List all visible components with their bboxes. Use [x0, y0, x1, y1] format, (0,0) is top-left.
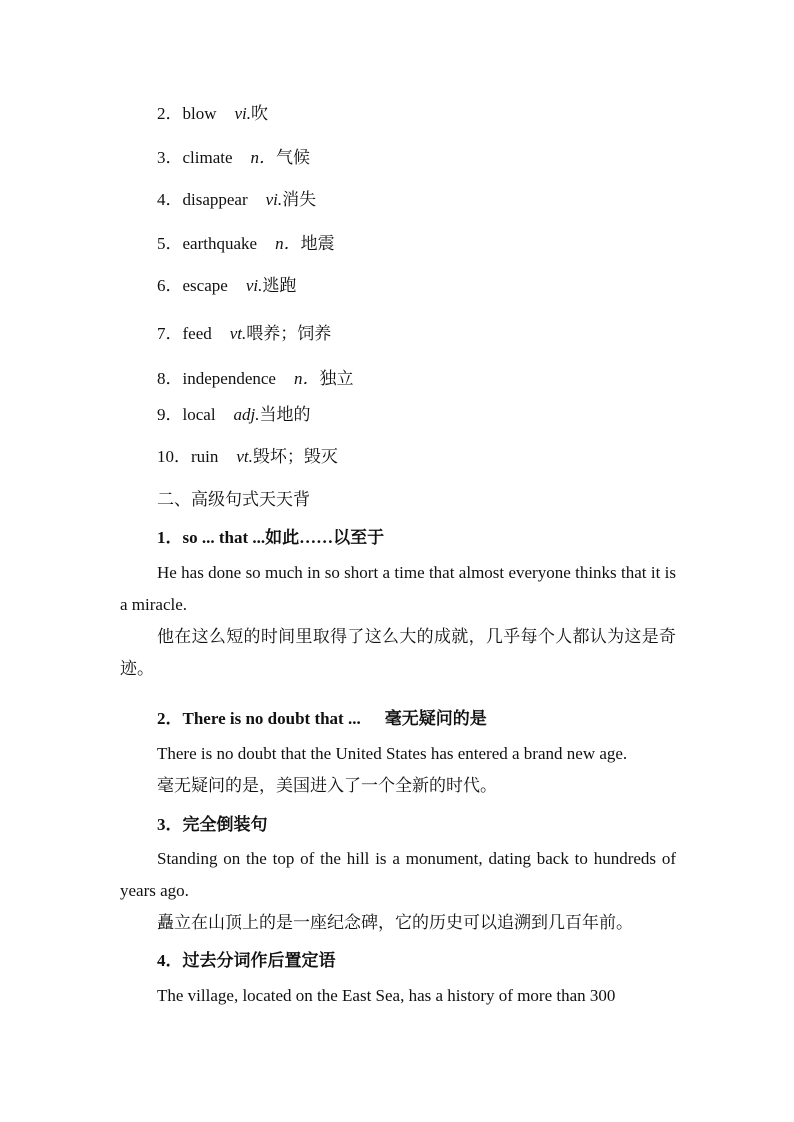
vocab-item — [157, 447, 338, 467]
vocab-pos: vi. — [234, 104, 252, 123]
example-english: The village, located on the East Sea, has a history of more than 300 — [157, 986, 616, 1005]
pattern-number: 1． — [157, 528, 183, 547]
example-english: Standing on the top of the hill is a monument, dating back to hundreds of years ago. — [120, 849, 676, 900]
vocab-item — [157, 369, 353, 389]
vocab-item — [157, 148, 310, 168]
vocab-number: 4． — [157, 190, 183, 209]
pattern-number: 3． — [157, 815, 183, 834]
section-title: 二、高级句式天天背 — [157, 490, 310, 509]
vocab-word: climate — [182, 148, 233, 167]
example-chinese: 他在这么短的时间里取得了这么大的成就，几乎每个人都认为这是奇迹。 — [120, 627, 676, 678]
vocab-number: 8． — [157, 369, 183, 388]
vocab-word: blow — [182, 104, 217, 123]
vocab-item — [157, 104, 268, 124]
vocab-item — [157, 324, 331, 344]
pattern-english: so ... that ... — [182, 528, 266, 547]
example-chinese: 毫无疑问的是，美国进入了一个全新的时代。 — [157, 776, 497, 795]
vocab-number: 7． — [157, 324, 183, 343]
vocab-pos: vt. — [229, 324, 247, 343]
pattern-heading — [157, 709, 487, 729]
vocab-meaning: 消失 — [282, 190, 317, 209]
pattern-heading — [157, 815, 268, 835]
vocab-pos: vi. — [265, 190, 283, 209]
vocab-word: earthquake — [182, 234, 258, 253]
pattern-number: 4． — [157, 951, 183, 970]
example-english: He has done so much in so short a time that almost everyone thinks that it is a miracle. — [120, 563, 676, 614]
vocab-meaning: 喂养；饲养 — [246, 324, 332, 343]
vocab-word: ruin — [191, 447, 219, 466]
pattern-chinese: 过去分词作后置定语 — [182, 951, 336, 970]
pattern-chinese: 毫无疑问的是 — [384, 709, 487, 728]
vocab-meaning: 吹 — [251, 104, 269, 123]
vocab-item — [157, 405, 311, 425]
example-chinese: 矗立在山顶上的是一座纪念碑，它的历史可以追溯到几百年前。 — [157, 913, 633, 932]
vocab-number: 6． — [157, 276, 183, 295]
vocab-number: 5． — [157, 234, 183, 253]
vocab-item — [157, 190, 316, 210]
vocab-pos: vi. — [245, 276, 263, 295]
pattern-chinese: 完全倒装句 — [182, 815, 268, 834]
vocab-pos: n． — [293, 369, 320, 388]
vocab-meaning: 气候 — [276, 148, 311, 167]
vocab-meaning: 独立 — [319, 369, 354, 388]
vocab-meaning: 地震 — [300, 234, 335, 253]
vocab-word: independence — [182, 369, 276, 388]
vocab-meaning: 毁坏；毁灭 — [252, 447, 338, 466]
pattern-heading — [157, 528, 384, 548]
vocab-word: escape — [182, 276, 228, 295]
vocab-meaning: 当地的 — [259, 405, 311, 424]
vocab-number: 2． — [157, 104, 183, 123]
example-english: There is no doubt that the United States has entered a brand new age. — [157, 744, 628, 763]
vocab-number: 9． — [157, 405, 183, 424]
vocab-word: feed — [182, 324, 212, 343]
vocab-pos: n． — [275, 234, 301, 253]
pattern-heading — [157, 951, 336, 971]
vocab-item — [157, 234, 335, 254]
pattern-number: 2． — [157, 709, 183, 728]
vocab-pos: adj. — [233, 405, 260, 424]
vocab-word: local — [182, 405, 216, 424]
pattern-chinese: 如此……以至于 — [265, 528, 385, 547]
vocab-number: 3． — [157, 148, 183, 167]
vocab-number: 10． — [157, 447, 191, 466]
vocab-pos: vt. — [236, 447, 253, 466]
vocab-meaning: 逃跑 — [262, 276, 297, 295]
vocab-pos: n． — [250, 148, 277, 167]
vocab-word: disappear — [182, 190, 248, 209]
vocab-item — [157, 276, 296, 296]
pattern-english: There is no doubt that ... — [182, 709, 361, 728]
